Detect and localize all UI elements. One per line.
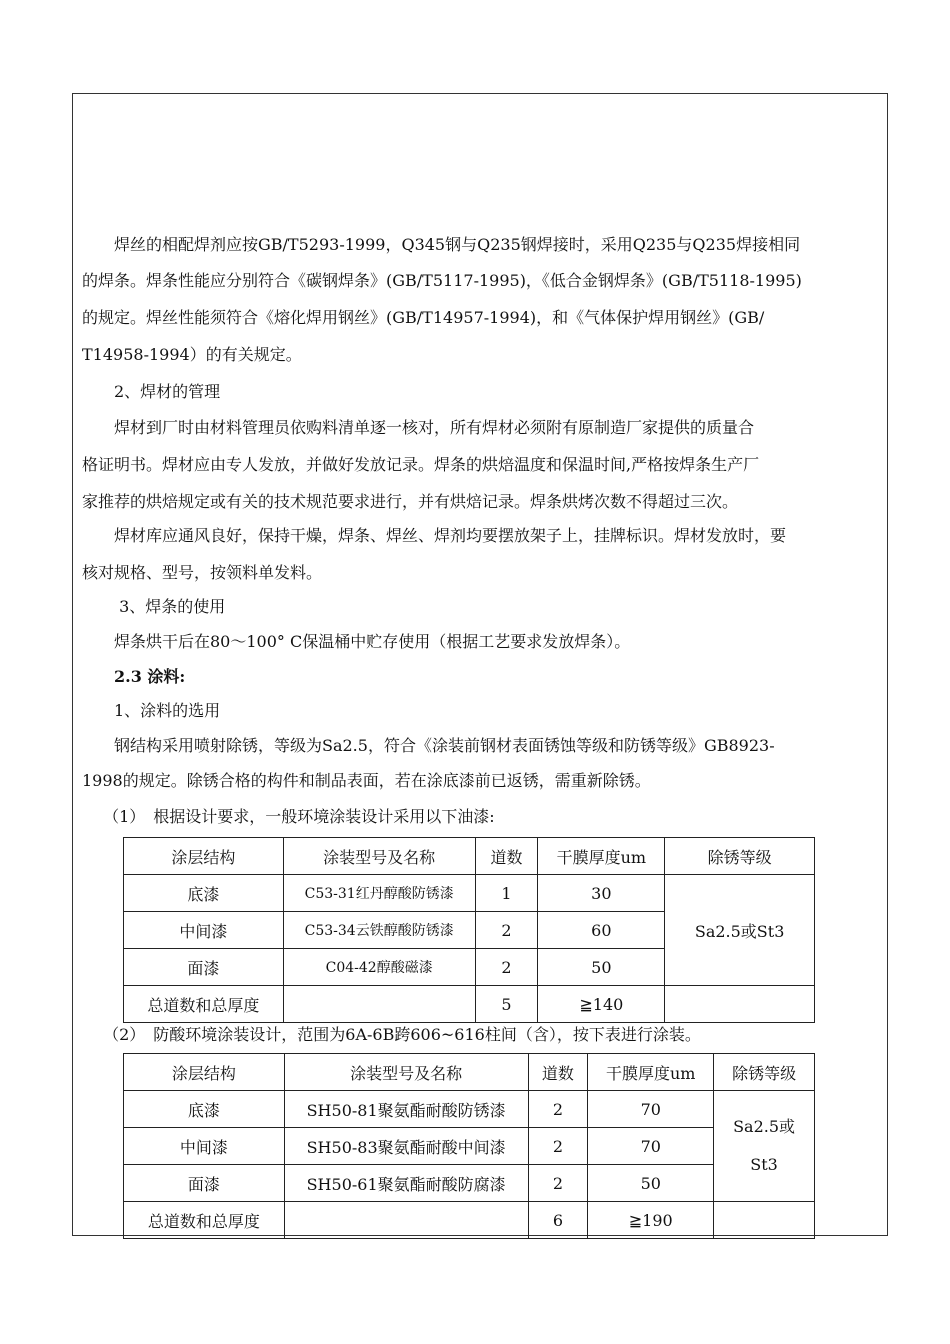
table-cell: SH50-83聚氨酯耐酸中间漆 <box>284 1128 528 1165</box>
rust-grade-line: Sa2.5或 <box>733 1117 796 1136</box>
paragraph-line: 格证明书。焊材应由专人发放，并做好发放记录。焊条的烘焙温度和保温时间,严格按焊条生产厂 <box>82 455 760 474</box>
table-cell: C53-34云铁醇酸防锈漆 <box>283 912 475 949</box>
table-header-row <box>124 838 815 875</box>
header-cell: 干膜厚度um <box>538 838 665 875</box>
table-cell: ≧140 <box>538 986 665 1023</box>
table-cell: 面漆 <box>124 949 284 986</box>
paragraph-line: 1998的规定。除锈合格的构件和制品表面，若在涂底漆前已返锈，需重新除锈。 <box>82 771 651 790</box>
header-cell: 除锈等级 <box>714 1054 815 1091</box>
table-caption: （1） 根据设计要求，一般环境涂装设计采用以下油漆: <box>82 807 495 826</box>
table-cell: 60 <box>538 912 665 949</box>
table-cell: ≧190 <box>588 1202 714 1239</box>
rust-grade-line: St3 <box>750 1155 778 1174</box>
table-cell: 50 <box>538 949 665 986</box>
paragraph-line: 焊条烘干后在80～100° C保温桶中贮存使用（根据工艺要求发放焊条）。 <box>82 632 631 651</box>
header-cell: 道数 <box>528 1054 588 1091</box>
table-cell <box>665 986 815 1023</box>
table-cell: 面漆 <box>124 1165 285 1202</box>
table-cell <box>714 1202 815 1239</box>
table-cell: 总道数和总厚度 <box>124 986 284 1023</box>
paragraph-line: 钢结构采用喷射除锈，等级为Sa2.5，符合《涂装前钢材表面锈蚀等级和防锈等级》GB8923- <box>82 736 775 755</box>
header-cell: 涂装型号及名称 <box>284 1054 528 1091</box>
table-cell <box>284 1202 528 1239</box>
table-cell: SH50-61聚氨酯耐酸防腐漆 <box>284 1165 528 1202</box>
table-cell: 总道数和总厚度 <box>124 1202 285 1239</box>
header-cell: 干膜厚度um <box>588 1054 714 1091</box>
table-cell: 5 <box>475 986 538 1023</box>
table-cell: C53-31红丹醇酸防锈漆 <box>283 875 475 912</box>
section-heading: 3、焊条的使用 <box>82 597 226 616</box>
table-cell: 2 <box>528 1128 588 1165</box>
section-heading: 1、涂料的选用 <box>82 701 221 720</box>
section-heading-bold: 2.3 涂料: <box>82 667 186 686</box>
paragraph-line: T14958-1994）的有关规定。 <box>82 345 302 364</box>
table-cell: 底漆 <box>124 1091 285 1128</box>
paragraph-line: 的焊条。焊条性能应分别符合《碳钢焊条》(GB/T5117-1995)，《低合金钢焊条》(GB/T5118-1995) <box>82 271 802 290</box>
coating-table-general <box>123 837 815 1023</box>
table-cell: 70 <box>588 1128 714 1165</box>
header-cell: 涂层结构 <box>124 838 284 875</box>
coating-table-acid-resistant <box>123 1053 815 1239</box>
header-cell: 涂层结构 <box>124 1054 285 1091</box>
rust-grade-cell <box>714 1091 815 1202</box>
paragraph-line: 焊材到厂时由材料管理员依购料清单逐一核对，所有焊材必须附有原制造厂家提供的质量合 <box>82 418 755 437</box>
table-cell <box>283 986 475 1023</box>
table-row <box>124 1091 815 1128</box>
table-cell: 50 <box>588 1165 714 1202</box>
table-total-row <box>124 1202 815 1239</box>
rust-grade-cell: Sa2.5或St3 <box>665 875 815 986</box>
table-cell: 1 <box>475 875 538 912</box>
table-cell: 底漆 <box>124 875 284 912</box>
table-row <box>124 875 815 912</box>
table-cell: 2 <box>475 912 538 949</box>
table-cell: 6 <box>528 1202 588 1239</box>
paragraph-line: 焊材库应通风良好，保持干燥，焊条、焊丝、焊剂均要摆放架子上，挂牌标识。焊材发放时，要 <box>82 526 787 545</box>
table-cell: 中间漆 <box>124 912 284 949</box>
paragraph-line: 家推荐的烘焙规定或有关的技术规范要求进行，并有烘焙记录。焊条烘烤次数不得超过三次。 <box>82 492 739 511</box>
table-caption: （2） 防酸环境涂装设计，范围为6A-6B跨606~616柱间（含），按下表进行涂装。 <box>82 1025 701 1044</box>
paragraph-line: 的规定。焊丝性能须符合《熔化焊用钢丝》(GB/T14957-1994)，和《气体保护焊用钢丝》(GB/ <box>82 308 765 327</box>
table-total-row <box>124 986 815 1023</box>
header-cell: 道数 <box>475 838 538 875</box>
section-heading: 2、焊材的管理 <box>82 382 221 401</box>
table-cell: 中间漆 <box>124 1128 285 1165</box>
table-cell: C04-42醇酸磁漆 <box>283 949 475 986</box>
table-cell: 2 <box>528 1165 588 1202</box>
table-cell: 30 <box>538 875 665 912</box>
table-cell: 2 <box>475 949 538 986</box>
table-header-row <box>124 1054 815 1091</box>
table-cell: SH50-81聚氨酯耐酸防锈漆 <box>284 1091 528 1128</box>
paragraph-line: 核对规格、型号，按领料单发料。 <box>82 563 323 582</box>
table-row <box>124 1165 815 1202</box>
header-cell: 涂装型号及名称 <box>283 838 475 875</box>
table-cell: 2 <box>528 1091 588 1128</box>
table-cell: 70 <box>588 1091 714 1128</box>
table-row <box>124 1128 815 1165</box>
header-cell: 除锈等级 <box>665 838 815 875</box>
paragraph-line: 焊丝的相配焊剂应按GB/T5293-1999，Q345钢与Q235钢焊接时，采用Q235与Q235焊接相同 <box>82 235 801 254</box>
